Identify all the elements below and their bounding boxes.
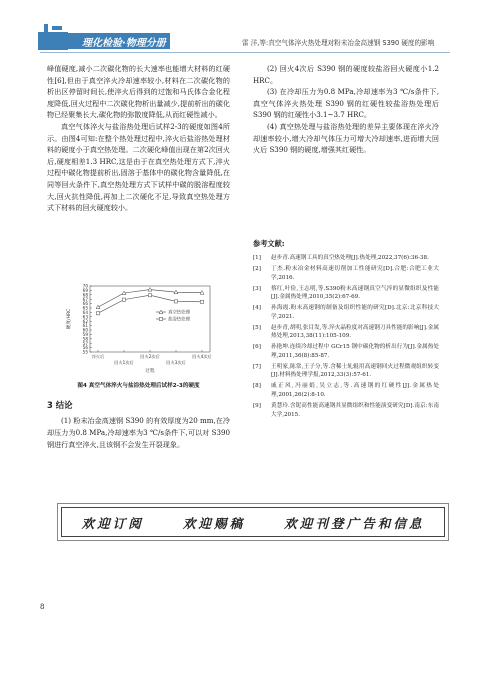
figure-caption: 图4 真空气体淬火与盐浴热处理后试样2-3的硬度 — [77, 383, 200, 389]
reference-item — [253, 265, 439, 282]
reference-text: 王明家,陈常,王子分,等.含稀土轧辊用高速钢回火过程微观组织转变[J].材料热处理学报,2012,33(3):57-61. — [271, 363, 439, 379]
reference-number: [9] — [253, 403, 261, 410]
data-point — [148, 288, 152, 292]
y-tick-label: 59 — [82, 332, 88, 337]
reference-number: [6] — [253, 344, 261, 351]
paragraph: (1) 粉末冶金高速钢 S390 的有效厚度为20 mm,在冷却压力为0.8 MPa,冷却速率为3 ℃/s条件下,可以对 S390 钢进行真空淬火,且该钢不会发生开裂现象。 — [47, 416, 230, 449]
reference-text: 戚正风,冯丽娟,吴立志,等.高速钢的红硬性[J].金属热处理,2001,26(2):8-10. — [271, 383, 439, 399]
data-point — [148, 294, 151, 297]
hardness-chart — [60, 282, 220, 378]
x-tick-label: 回火3次后 — [166, 360, 186, 365]
y-tick-label: 65 — [82, 305, 88, 311]
reference-list — [253, 254, 439, 422]
reference-text: 孙艳坤.连续冷却过程中 GCr15 钢中碳化物的析出行为[J].金属热处理,2011,36(8):85-87. — [271, 344, 439, 359]
y-tick-label: 62 — [82, 318, 88, 324]
y-tick-label: 70 — [82, 283, 88, 289]
data-point — [122, 298, 125, 301]
y-axis-label: 硬度/HRC — [67, 308, 72, 330]
promo-banner — [61, 507, 445, 537]
reference-number: [1] — [253, 255, 261, 261]
reference-text: 蔡红,叶俭,王志明,等.S390粉末高速钢真空气淬的显微组织及性能[J].金属热处理,2010,35(2):67-69. — [271, 285, 439, 301]
right-column — [253, 63, 439, 156]
y-tick-label: 61 — [82, 323, 88, 329]
data-point — [200, 300, 203, 303]
y-tick-label: 68 — [82, 292, 88, 298]
reference-number: [4] — [253, 305, 261, 312]
x-tick-label: 淬火后 — [91, 354, 105, 359]
x-axis-label: 过程 — [145, 369, 155, 374]
header-rule — [40, 52, 450, 53]
conclusion-text — [47, 415, 230, 450]
x-tick-label: 回火2次后 — [140, 354, 160, 359]
page-number: 8 — [40, 603, 45, 611]
y-tick-label: 57 — [82, 340, 88, 346]
reference-number: [3] — [253, 285, 261, 292]
series-line — [98, 290, 202, 308]
page-header — [0, 0, 480, 58]
reference-item — [253, 254, 439, 263]
reference-text: 丁杰.粉末冶金材料高速切削加工性能研究[D].合肥:合肥工业大学,2016. — [271, 265, 439, 281]
y-tick-label: 63 — [82, 314, 88, 320]
paragraph: (4) 真空热处理与盐浴热处理的差异主要体现在淬火冷却速率较小,增大冷却气体压力可增大冷却速率,进而增大回火后 S390 钢的硬度,增强其红硬性。 — [253, 121, 439, 155]
reference-item — [253, 402, 439, 419]
reference-text: 孙海霞.粉末高速钢的制备及组织性能的研究[D].北京:北京科技大学,2021. — [271, 305, 439, 320]
paragraph: 真空气体淬火与盐浴热处理后试样2-3的硬度如图4所示。由图4可知:在整个热处理过程中,淬火后盐浴热处理材料的硬度小于真空热处理。二次硬化峰值出现在第2次回火后,硬度相差1.3 HRC,这是由于在真空热处理方式下,淬火过程中碳化物提前析出,固溶于基体中的碳化物含量降低,在同等回火条件下,真空热处理方式下试样中碳的脱溶程度较大,回火抗性降低,再加上二次硬化不足,导致真空热处理方式下材料的回火硬度较小。 — [47, 121, 230, 213]
y-tick-label: 69 — [82, 288, 88, 293]
section-title: 3 结论 — [47, 400, 73, 410]
y-tick-label: 56 — [82, 345, 88, 351]
y-tick-label: 67 — [82, 296, 88, 302]
paragraph: (3) 在冷却压力为0.8 MPa,冷却速率为3 ℃/s条件下,真空气体淬火热处理 S390 钢的红硬性较盐浴热处理后 S390 钢的红硬性小3.1~3.7 HRC。 — [253, 87, 439, 120]
x-tick-label: 回火4次后 — [192, 354, 212, 359]
paragraph: 峰值硬度,减小二次碳化物的长大速率也能增大材料的红硬性[6],但由于真空淬火冷却速率较小,材料在二次碳化物的析出区停留时间长,使淬火后得到的过饱和马氏体合金化程度降低,回火过程中二次碳化物析出量减少,提前析出的碳化物已经聚集长大,碳化物的弥散度降低,从而红硬性减小。 — [47, 64, 230, 120]
reference-item — [253, 343, 439, 360]
legend-label: 盐浴热处理 — [168, 317, 190, 323]
y-tick-label: 55 — [82, 349, 88, 355]
reference-item — [253, 304, 439, 321]
y-tick-label: 66 — [82, 301, 88, 307]
reference-text: 赵步青.高速钢工具的真空热处理[J].热处理,2022,37(6):36-38. — [271, 255, 429, 261]
data-point — [96, 305, 100, 309]
data-point — [174, 300, 177, 303]
reference-number: [2] — [253, 265, 261, 272]
reference-item — [253, 324, 439, 341]
banner-item: 欢迎订阅 — [81, 515, 144, 531]
reference-number: [5] — [253, 324, 261, 331]
reference-text: 黄慧玲.含铌高性能高速钢其显微组织和性能演变研究[D].南京:东南大学,2015. — [271, 403, 439, 418]
banner-item: 欢迎赐稿 — [182, 515, 246, 531]
running-title: 雷 洋,等:真空气体淬火热处理对粉末冶金高速钢 S390 硬度的影响 — [242, 39, 435, 47]
legend-label: 真空热处理 — [168, 310, 190, 316]
y-tick-label: 58 — [82, 336, 88, 342]
x-tick-label: 回火1次后 — [114, 360, 134, 365]
y-tick-label: 60 — [82, 327, 88, 333]
references-heading: 参考文献: — [253, 239, 285, 248]
reference-number: [7] — [253, 363, 261, 370]
paragraph: (2) 回火4次后 S390 钢的硬度较盐浴回火硬度小1.2 HRC。 — [253, 64, 439, 85]
y-tick-label: 64 — [82, 310, 88, 315]
reference-item — [253, 363, 439, 380]
legend-marker — [159, 317, 162, 320]
journal-logo-text: 理化检验·物理分册 — [82, 38, 166, 49]
reference-number: [8] — [253, 383, 261, 390]
banner-item: 欢迎刊登广告和信息 — [284, 515, 425, 531]
reference-item — [253, 285, 439, 302]
reference-text: 赵步青,胡明,张目发,等.淬火晶粒度对高速钢刀具性能的影响[J].金属热处理,2013,38(11):105-109. — [271, 324, 439, 340]
data-point — [96, 312, 99, 315]
left-column — [47, 63, 230, 214]
reference-item — [253, 382, 439, 399]
